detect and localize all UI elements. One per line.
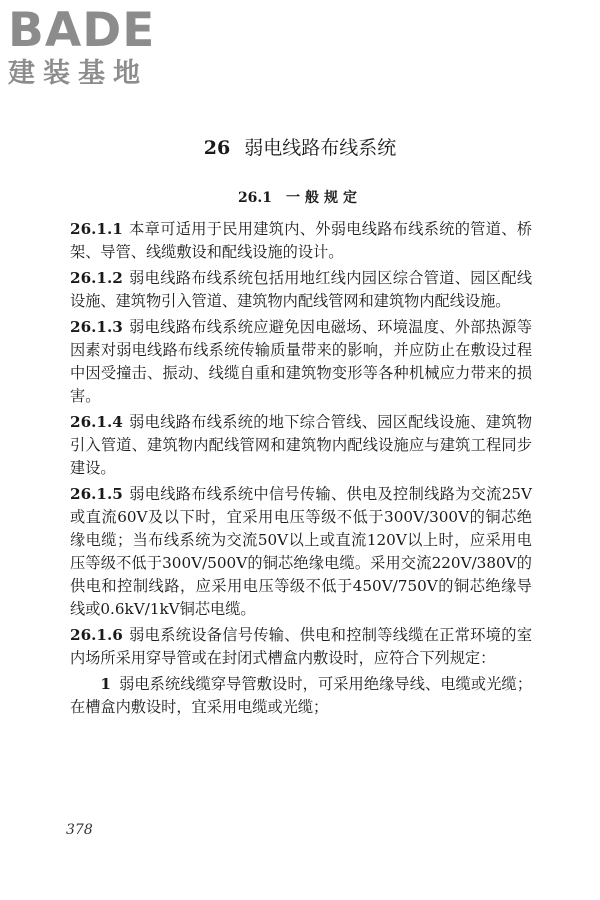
clause-26-1-1 — [70, 218, 532, 264]
clause-text: 弱电线路布线系统包括用地红线内园区综合管道、园区配线设施、建筑物引入管道、建筑物内配线管网和建筑物内配线设施。 — [70, 269, 532, 310]
clause-text: 弱电线路布线系统中信号传输、供电及控制线路为交流25V或直流60V及以下时，宜采用电压等级不低于300V/300V的铜芯绝缘电缆；当布线系统为交流50V以上或直流120V以上时，应采用电压等级不低于300V/500V的铜芯绝缘电缆。采用交流220V/380V的供电和控制线路，应采用电压等级不低于450V/750V的铜芯绝缘导线或0.6kV/1kV铜芯电缆。 — [70, 485, 532, 618]
section-number: 26.1 — [237, 190, 273, 206]
section-name: 一般规定 — [286, 190, 363, 206]
document-body — [70, 218, 532, 719]
clause-number: 26.1.4 — [70, 413, 123, 431]
clause-26-1-3 — [70, 316, 532, 408]
clause-text: 弱电系统设备信号传输、供电和控制等线缆在正常环境的室内场所采用穿导管或在封闭式槽盒内敷设时，应符合下列规定： — [70, 626, 532, 667]
clause-number: 26.1.3 — [70, 318, 123, 336]
clause-text: 弱电线路布线系统应避免因电磁场、环境温度、外部热源等因素对弱电线路布线系统传输质量带来的影响，并应防止在敷设过程中因受撞击、振动、线缆自重和建筑物变形等各种机械应力带来的损害。 — [70, 318, 532, 405]
section-title — [0, 188, 600, 208]
clause-26-1-4 — [70, 411, 532, 480]
chapter-name: 弱电线路布线系统 — [244, 137, 397, 159]
clause-text: 弱电线路布线系统的地下综合管线、园区配线设施、建筑物引入管道、建筑物内配线管网和建筑物内配线设施应与建筑工程同步建设。 — [70, 413, 532, 477]
clause-number: 26.1.2 — [70, 269, 123, 287]
clause-number: 26.1.1 — [70, 220, 123, 238]
clause-number: 26.1.5 — [70, 485, 123, 503]
brand-logo — [8, 3, 183, 96]
logo-latin-text: BADE — [8, 3, 156, 58]
item-number: 1 — [100, 675, 111, 693]
clause-number: 26.1.6 — [70, 626, 123, 644]
page-number: 378 — [66, 822, 93, 838]
clause-26-1-6 — [70, 624, 532, 670]
logo-cjk-text: 建装基地 — [8, 58, 148, 89]
chapter-title — [0, 136, 600, 160]
clause-26-1-2 — [70, 267, 532, 313]
chapter-number: 26 — [203, 137, 231, 159]
clause-text: 本章可适用于民用建筑内、外弱电线路布线系统的管道、桥架、导管、线缆敷设和配线设施的设计。 — [70, 220, 532, 261]
clause-item-1 — [70, 673, 532, 719]
item-text: 弱电系统线缆穿导管敷设时，可采用绝缘导线、电缆或光缆；在槽盒内敷设时，宜采用电缆或光缆； — [70, 675, 532, 716]
clause-26-1-5 — [70, 483, 532, 621]
